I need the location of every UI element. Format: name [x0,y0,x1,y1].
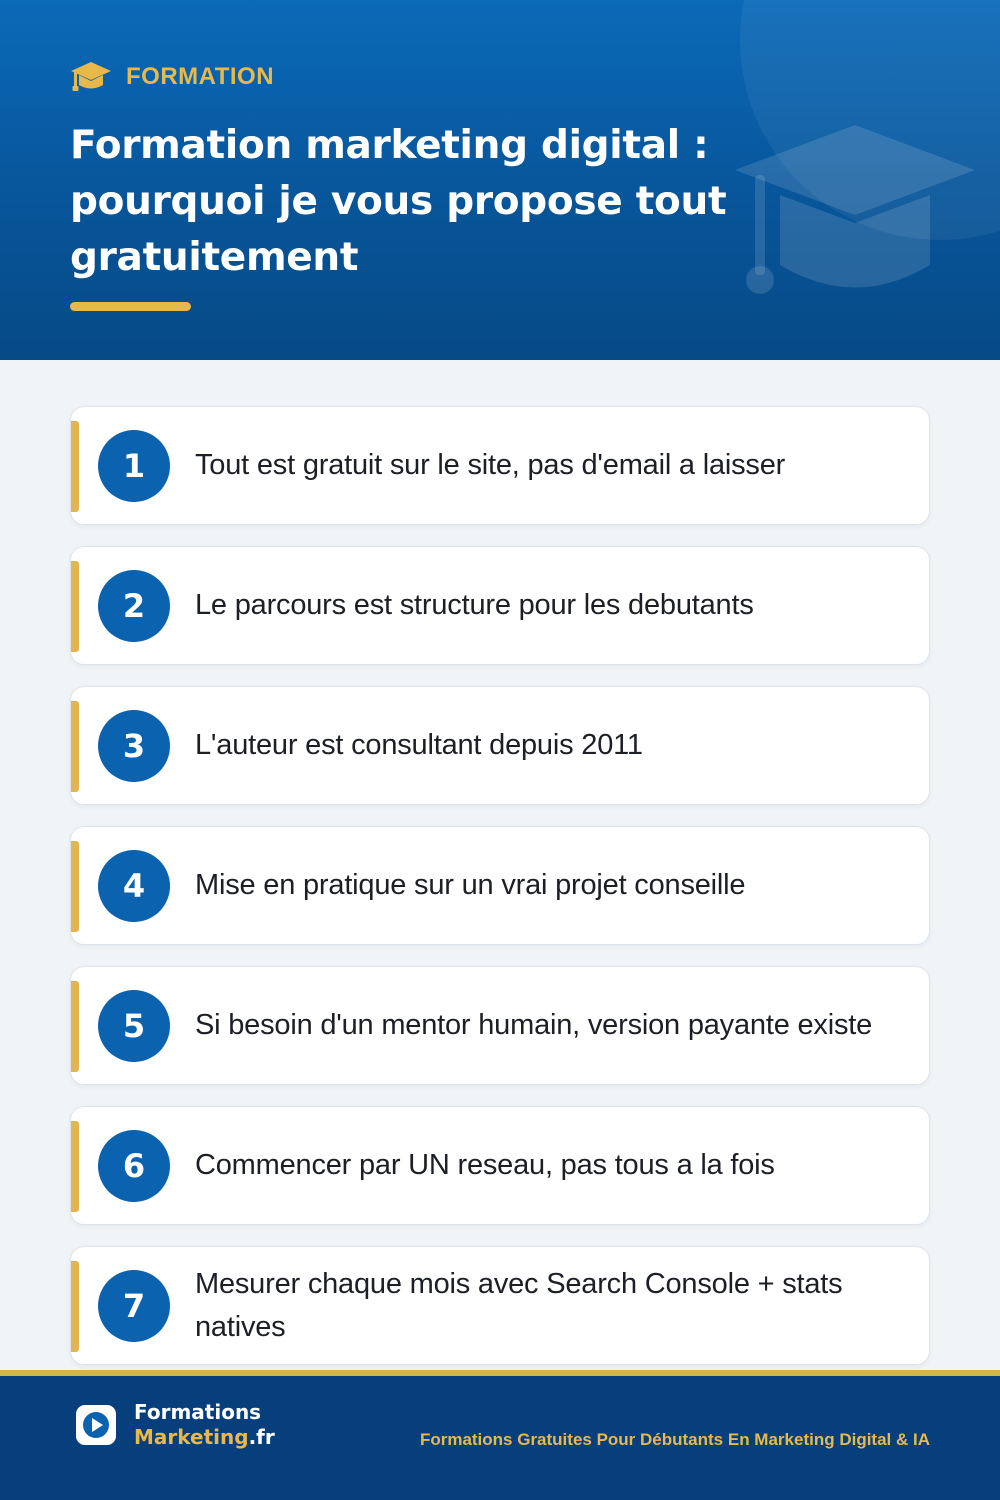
play-icon [76,1405,116,1445]
kicker-label: FORMATION [126,63,275,90]
item-number-badge: 3 [98,710,170,782]
footer [0,1370,1000,1500]
item-text: Mise en pratique sur un vrai projet conseille [195,869,746,901]
brand-name [134,1400,275,1450]
card-accent-bar [71,841,79,932]
item-number-badge: 5 [98,990,170,1062]
item-text: Si besoin d'un mentor humain, version payante existe [195,1009,873,1041]
list-item [70,1246,930,1365]
list-item [70,826,930,945]
item-number-badge: 6 [98,1130,170,1202]
list-item [70,546,930,665]
card-accent-bar [71,561,79,652]
brand-name-line1: Formations [134,1400,262,1424]
item-text: Le parcours est structure pour les debutants [195,589,754,621]
brand-logo[interactable] [76,1400,275,1450]
list-item [70,686,930,805]
graduation-cap-icon [70,60,112,94]
brand-name-line2 [134,1425,275,1450]
brand-name-main: Marketing [134,1425,249,1449]
header-banner [0,0,1000,360]
list-item [70,1106,930,1225]
list-item [70,966,930,1085]
section-kicker [70,60,274,94]
card-accent-bar [71,1121,79,1212]
item-number-badge: 7 [98,1270,170,1342]
item-text: Commencer par UN reseau, pas tous a la fois [195,1149,775,1181]
item-number-badge: 2 [98,570,170,642]
card-accent-bar [71,421,79,512]
item-text: Tout est gratuit sur le site, pas d'email a laisser [195,449,786,481]
title-underline [70,302,191,311]
item-number-badge: 4 [98,850,170,922]
item-text: L'auteur est consultant depuis 2011 [195,729,643,761]
card-accent-bar [71,981,79,1072]
page-title: Formation marketing digital : pourquoi je vous propose tout gratuitement [70,123,727,280]
card-accent-bar [71,1261,79,1352]
brand-name-suffix: .fr [248,1425,275,1449]
footer-tagline: Formations Gratuites Pour Débutants En Marketing Digital & IA [419,1430,930,1449]
list-item [70,406,930,525]
item-text: Mesurer chaque mois avec Search Console + stats natives [195,1267,843,1343]
item-number-badge: 1 [98,430,170,502]
card-accent-bar [71,701,79,792]
